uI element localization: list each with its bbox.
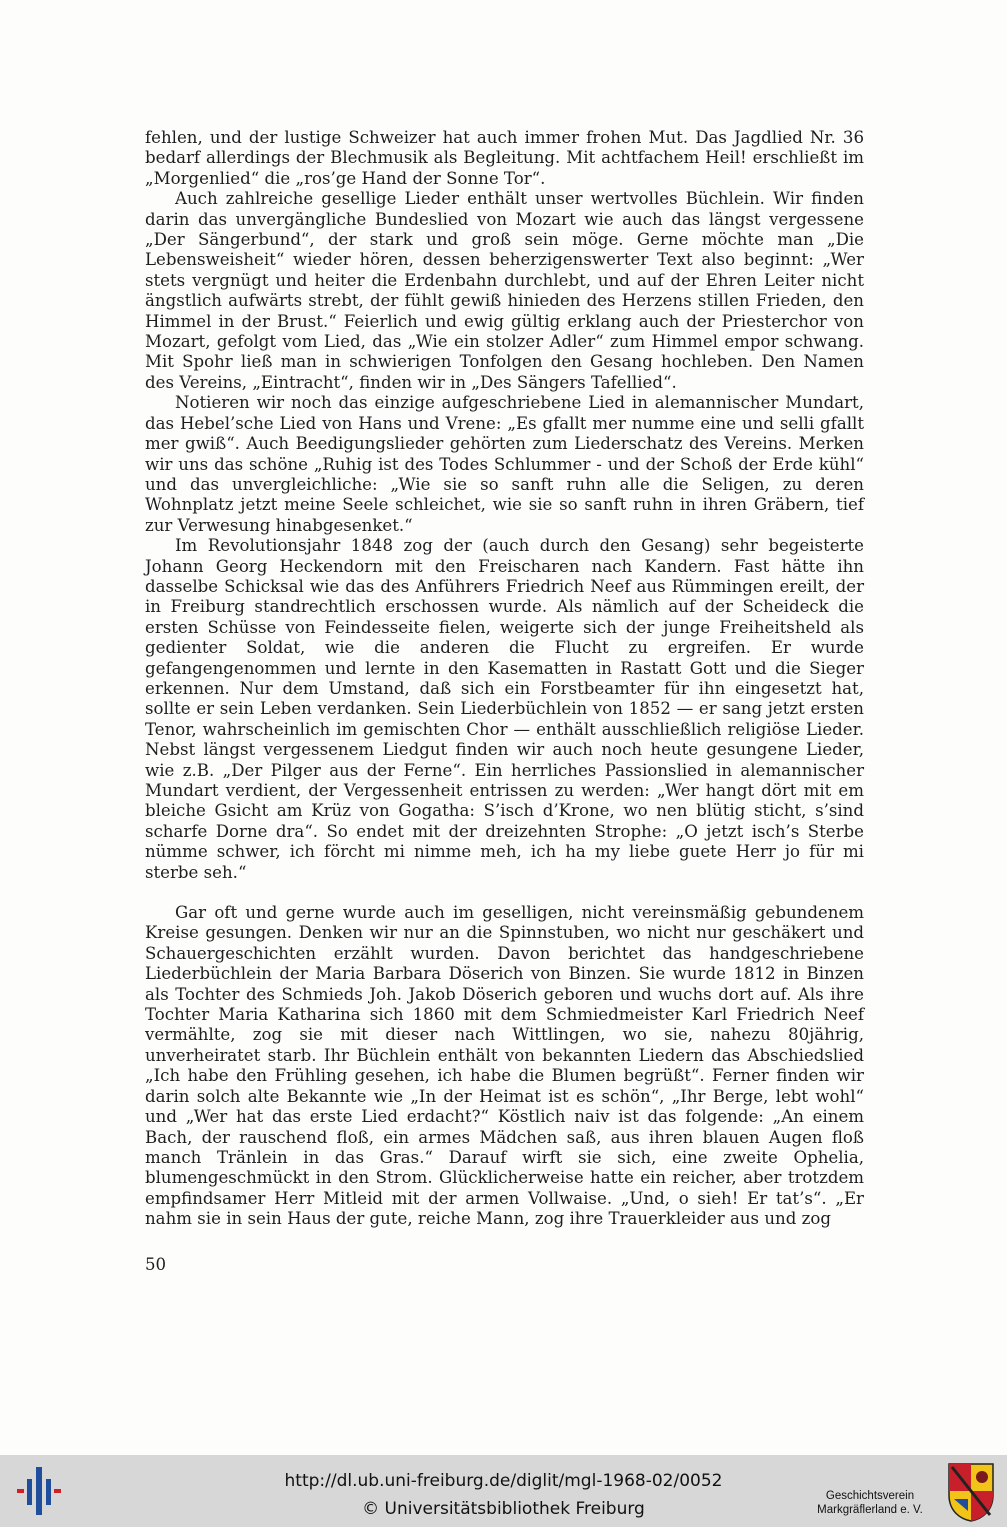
coat-of-arms-icon — [946, 1461, 996, 1523]
society-name — [800, 1489, 940, 1517]
paragraph: Notieren wir noch das einzige aufgeschriebene Lied in alemannischer Mundart, das Hebel’sche Lied von Hans und Vrene: „Es gfallt mer numme eine und selli gfallt mer gwiß“. Auch Beedigungslieder gehörten zum Liederschatz des Vereins. Merken wir uns das schöne „Ruhig ist des Todes Schlummer - und der Schoß der Erde kühl“ und das unvergleichliche: „Wie sie so sanft ruhn alle die Seligen, zu deren Wohnplatz jetzt meine Seele schleichet, wie sie so sanft ruhn in ihren Gräbern, tief zur Verwesung hinabgesenket.“ — [145, 393, 864, 535]
page-number: 50 — [145, 1255, 167, 1274]
paragraph: Auch zahlreiche gesellige Lieder enthält unser wertvolles Büchlein. Wir finden darin das unvergängliche Bundeslied von Mozart wie auch das längst vergessene „Der Sängerbund“, der stark und groß sein möge. Gerne möchte man „Die Lebensweisheit“ wieder hören, dessen beherzigenswerter Text also beginnt: „Wer stets vergnügt und heiter die Erdenbahn durchlebt, und auf der Ehren Leiter nicht ängstlich aufwärts strebt, der fühlt gewiß hinieden des Herzens stillen Frieden, den Himmel in der Brust.“ Feierlich und ewig gültig erklang auch der Priesterchor von Mozart, gefolgt vom Lied, das „Wie ein stolzer Adler“ zum Himmel empor schwang. Mit Spohr ließ man in schwierigen Tonfolgen den Gesang hochleben. Den Namen des Vereins, „Eintracht“, finden wir in „Des Sängers Tafellied“. — [145, 189, 864, 392]
society-line-1: Geschichtsverein — [825, 1490, 915, 1502]
copyright-text: © Universitätsbibliothek Freiburg — [362, 1499, 645, 1519]
society-line-2: Markgräflerland e. V. — [817, 1504, 923, 1516]
paragraph: Im Revolutionsjahr 1848 zog der (auch durch den Gesang) sehr begeisterte Johann Georg Heckendorn mit den Freischaren nach Kandern. Fast hätte ihn dasselbe Schicksal wie das des Anführers Friedrich Neef aus Rümmingen ereilt, der in Freiburg standrechtlich erschossen wurde. Als nämlich auf der Scheideck die ersten Schüsse von Feindesseite fielen, weigerte sich der junge Freiheitsheld als gedienter Soldat, wie die anderen die Flucht zu ergreifen. Er wurde gefangengenommen und lernte in den Kasematten in Rastatt Gott und die Sieger erkennen. Nur dem Umstand, daß sich ein Forstbeamter für ihn eingesetzt hat, sollte er sein Leben verdanken. Sein Liederbüchlein von 1852 — er sang jetzt ersten Tenor, wahrscheinlich im gemischten Chor — enthält ausschließlich religiöse Lieder. Nebst längst vergessenem Liedgut finden wir auch noch heute gesungene Lieder, wie z.B. „Der Pilger aus der Ferne“. Ein herrliches Passionslied in alemannischer Mundart verdient, der Vergessenheit entrissen zu werden: „Wer hangt dört mit em bleiche Gsicht am Krüz von Gogatha: S’isch d’Krone, wo nen blütig sticht, s’sind scharfe Dorne dra“. So endet mit der dreizehnten Strophe: „O jetzt isch’s Sterbe nümme schwer, ich förcht mi nimme meh, ich ha my liebe guete Herr jo für mi sterbe seh.“ — [145, 536, 864, 882]
document-url-link[interactable]: http://dl.ub.uni-freiburg.de/diglit/mgl-1968-02/0052 — [284, 1471, 723, 1491]
paragraph: Gar oft und gerne wurde auch im geselligen, nicht vereinsmäßig gebundenem Kreise gesungen. Denken wir nur an die Spinnstuben, wo nicht nur geschäkert und Schauergeschichten erzählt wurden. Davon berichtet das handgeschriebene Liederbüchlein der Maria Barbara Döserich von Binzen. Sie wurde 1812 in Binzen als Tochter des Schmieds Joh. Jakob Döserich geboren und wuchs dort auf. Als ihre Tochter Maria Katharina sich 1860 mit dem Schmiedmeister Karl Friedrich Neef vermählte, zog sie mit dieser nach Wittlingen, wo sie, nahezu 80jährig, unverheiratet starb. Ihr Büchlein enthält von bekannten Liedern das Abschiedslied „Ich habe den Frühling gesehen, ich habe die Blumen begrüßt“. Ferner finden wir darin solch alte Bekannte wie „In der Heimat ist es schön“, „Ihr Berge, lebt wohl“ und „Wer hat das erste Lied erdacht?“ Köstlich naiv ist das folgende: „An einem Bach, der rauschend floß, ein armes Mädchen saß, aus ihren blauen Augen floß manch Tränlein in das Gras.“ Darauf wirft sie sich, eine zweite Ophelia, blumengeschmückt in den Strom. Glücklicherweise hatte ein reicher, aber trotzdem empfindsamer Herr Mitleid mit der armen Vollwaise. „Und, o sieh! Er tat’s“. „Er nahm sie in sein Haus der gute, reiche Mann, zog ihre Trauerkleider aus und zog — [145, 903, 864, 1229]
paragraph: fehlen, und der lustige Schweizer hat auch immer frohen Mut. Das Jagdlied Nr. 36 bedarf allerdings der Blechmusik als Begleitung. Mit achtfachem Heil! erschließt im „Morgenlied“ die „ros’ge Hand der Sonne Tor“. — [145, 128, 864, 188]
footer-bar — [0, 1455, 1007, 1527]
body-text — [145, 128, 864, 1230]
